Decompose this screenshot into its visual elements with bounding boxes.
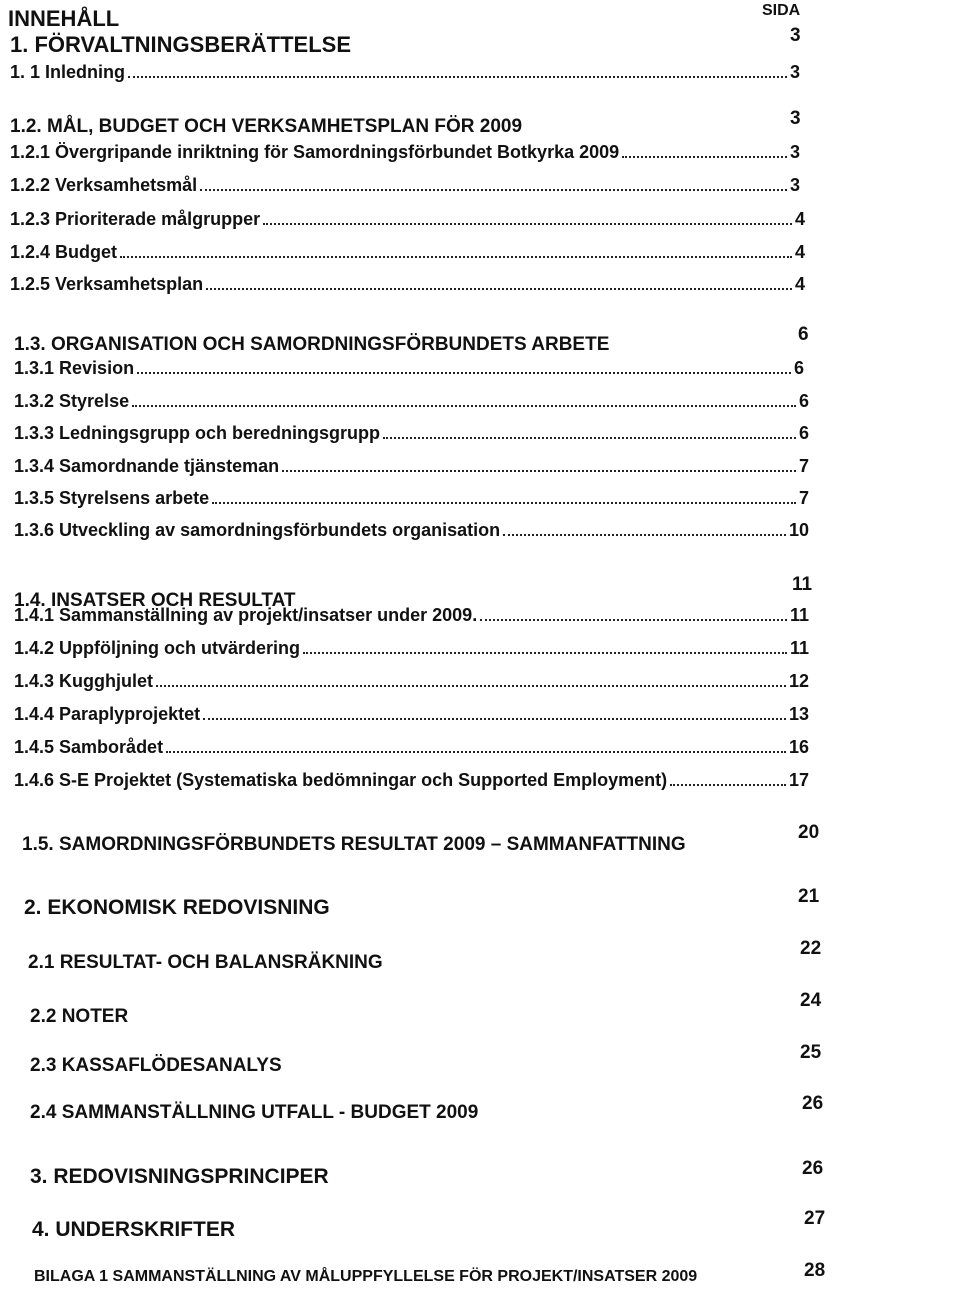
toc-section-1-3-page: 6 xyxy=(798,324,809,345)
toc-section-1-5: 1.5. SAMORDNINGSFÖRBUNDETS RESULTAT 2009 – SAMMANFATTNING xyxy=(22,834,686,855)
toc-section-1: 1. FÖRVALTNINGSBERÄTTELSE xyxy=(10,32,352,57)
toc-entry: 1.3.2 Styrelse 6 xyxy=(14,391,809,411)
toc-section-1-2: 1.2. MÅL, BUDGET OCH VERKSAMHETSPLAN FÖR 2009 xyxy=(10,116,523,137)
toc-entry: 1.2.3 Prioriterade målgrupper 4 xyxy=(10,209,805,229)
toc-appendix-1: BILAGA 1 SAMMANSTÄLLNING AV MÅLUPPFYLLELSE FÖR PROJEKT/INSATSER 2009 xyxy=(34,1268,698,1285)
toc-section-2: 2. EKONOMISK REDOVISNING xyxy=(24,896,330,919)
toc-section-1-4-page: 11 xyxy=(792,574,813,595)
toc-section-2-2-page: 24 xyxy=(800,990,822,1011)
toc-section-2-2: 2.2 NOTER xyxy=(30,1006,129,1027)
toc-section-2-1-page: 22 xyxy=(800,938,822,959)
toc-section-1-5-page: 20 xyxy=(798,822,820,843)
toc-entry: 1.3.1 Revision 6 xyxy=(14,358,804,378)
toc-entry: 1.4.3 Kugghjulet 12 xyxy=(14,671,809,691)
toc-section-2-4-page: 26 xyxy=(802,1093,824,1114)
toc-entry: 1.4.6 S-E Projektet (Systematiska bedömningar och Supported Employment) 17 xyxy=(14,770,809,790)
toc-section-1-4: 1.4. INSATSER OCH RESULTAT xyxy=(14,590,296,611)
toc-section-1-2-page: 3 xyxy=(790,108,801,129)
toc-entry: 1.4.5 Samborådet 16 xyxy=(14,737,809,757)
toc-section-2-3-page: 25 xyxy=(800,1042,822,1063)
toc-section-4-page: 27 xyxy=(804,1208,826,1229)
toc-title: INNEHÅLL xyxy=(8,6,120,31)
toc-section-3: 3. REDOVISNINGSPRINCIPER xyxy=(30,1165,329,1188)
toc-entry: 1.4.4 Paraplyprojektet 13 xyxy=(14,704,809,724)
toc-entry: 1.2.5 Verksamhetsplan 4 xyxy=(10,274,805,294)
toc-section-2-3: 2.3 KASSAFLÖDESANALYS xyxy=(30,1055,282,1076)
toc-entry: 1.4.2 Uppföljning och utvärdering 11 xyxy=(14,638,809,658)
toc-section-4: 4. UNDERSKRIFTER xyxy=(32,1218,236,1241)
toc-entry: 1.3.3 Ledningsgrupp och beredningsgrupp 6 xyxy=(14,423,809,443)
toc-section-1-page: 3 xyxy=(790,25,801,46)
toc-entry: 1.2.1 Övergripande inriktning för Samordningsförbundet Botkyrka 2009 3 xyxy=(10,142,800,162)
toc-entry: 1.3.6 Utveckling av samordningsförbundets organisation 10 xyxy=(14,520,809,540)
toc-section-1-3: 1.3. ORGANISATION OCH SAMORDNINGSFÖRBUNDETS ARBETE xyxy=(14,334,610,355)
toc-entry: 1.4.1 Sammanställning av projekt/insatser under 2009. 11 xyxy=(14,605,809,625)
toc-entry: 1.3.4 Samordnande tjänsteman 7 xyxy=(14,456,809,476)
toc-entry: 1.2.2 Verksamhetsmål 3 xyxy=(10,175,800,195)
toc-entry: 1. 1 Inledning 3 xyxy=(10,62,800,82)
toc-section-3-page: 26 xyxy=(802,1158,824,1179)
toc-section-2-1: 2.1 RESULTAT- OCH BALANSRÄKNING xyxy=(28,952,383,973)
toc-entry: 1.3.5 Styrelsens arbete 7 xyxy=(14,488,809,508)
toc-section-2-4: 2.4 SAMMANSTÄLLNING UTFALL - BUDGET 2009 xyxy=(30,1102,479,1123)
page-column-header: SIDA xyxy=(762,2,801,19)
toc-appendix-1-page: 28 xyxy=(804,1260,826,1281)
toc-section-2-page: 21 xyxy=(798,886,820,907)
toc-entry: 1.2.4 Budget 4 xyxy=(10,242,805,262)
